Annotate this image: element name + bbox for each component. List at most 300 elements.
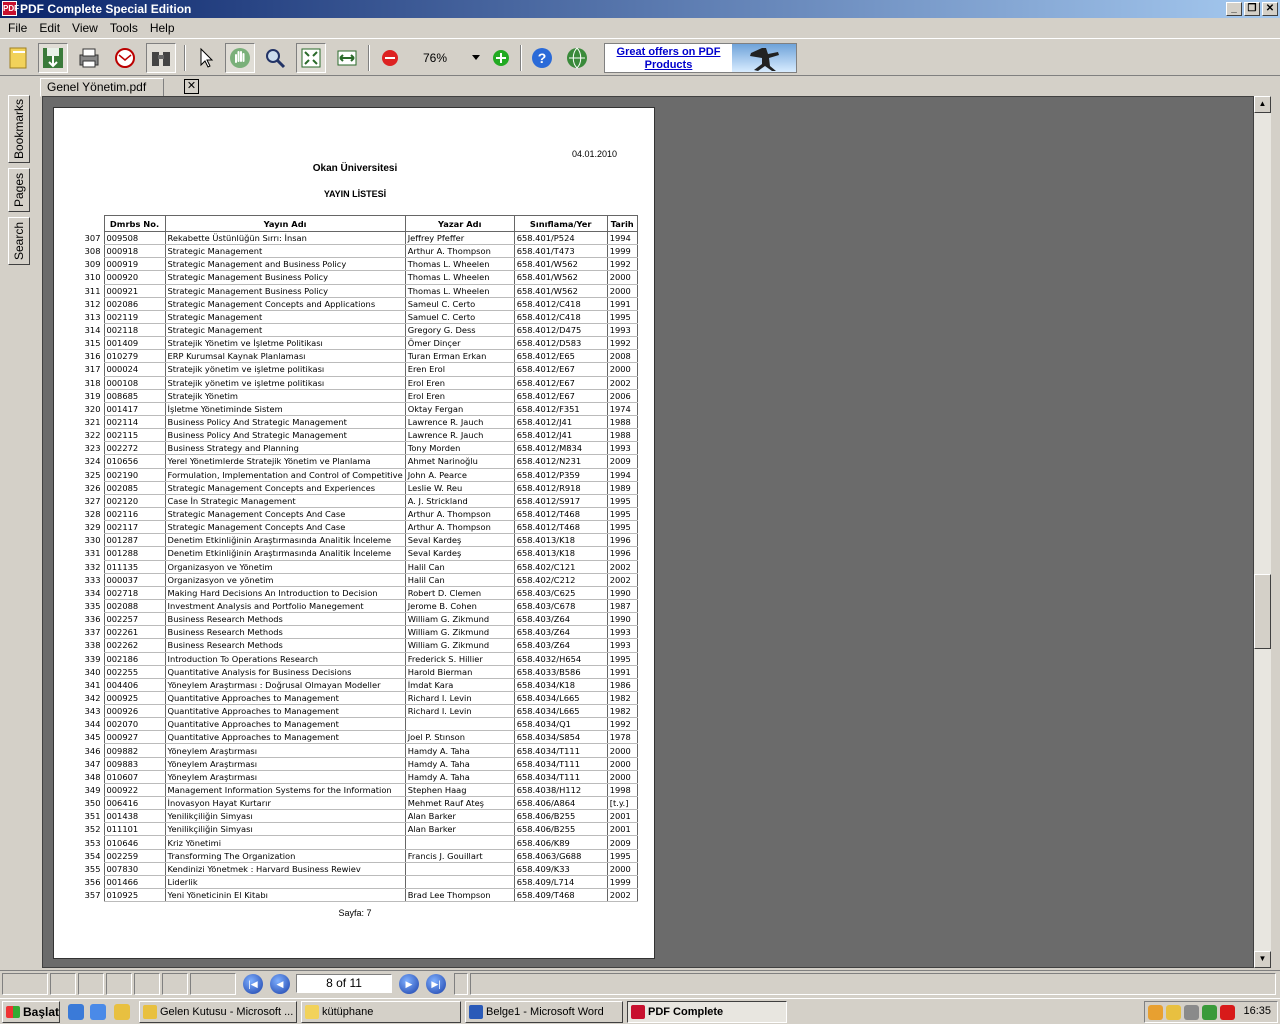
author: Hamdy A. Taha [405, 744, 514, 757]
author: Arthur A. Thompson [405, 507, 514, 520]
year: 1990 [607, 586, 637, 599]
row-index: 357 [84, 890, 101, 901]
year: 1990 [607, 613, 637, 626]
table-row [82, 350, 637, 363]
year: 2001 [607, 823, 637, 836]
status-pane [134, 973, 160, 995]
row-index: 345 [84, 732, 101, 743]
menu-help[interactable]: Help [149, 21, 175, 35]
table-row [82, 770, 637, 783]
author: Jeffrey Pfeffer [405, 232, 514, 245]
publication-title: Strategic Management Concepts and Experiences [165, 481, 405, 494]
desktop-icon[interactable] [90, 1004, 106, 1020]
classification: 658.4034/T111 [514, 744, 607, 757]
author: Francis J. Gouillart [405, 849, 514, 862]
author: Thomas L. Wheelen [405, 271, 514, 284]
tray-settings-icon[interactable] [1184, 1005, 1199, 1020]
fit-width-icon[interactable] [332, 43, 362, 73]
publication-title: Yeni Yöneticinin El Kitabı [165, 889, 405, 902]
year: 1992 [607, 718, 637, 731]
classification: 658.403/C625 [514, 586, 607, 599]
row-index: 352 [84, 824, 101, 835]
header-author: Yazar Adı [405, 216, 514, 232]
table-row [82, 889, 637, 902]
classification: 658.403/Z64 [514, 639, 607, 652]
year: 1978 [607, 731, 637, 744]
dmrbs-no: 002085 [104, 481, 165, 494]
table-row [82, 310, 637, 323]
side-tab-pages[interactable]: Pages [8, 168, 30, 212]
year: 2009 [607, 455, 637, 468]
publication-title: Yöneylem Araştırması [165, 744, 405, 757]
classification: 658.4033/B586 [514, 665, 607, 678]
year: 1992 [607, 337, 637, 350]
publication-title: Yöneylem Araştırması : Doğrusal Olmayan Modeller [165, 678, 405, 691]
side-tab-bookmarks[interactable]: Bookmarks [8, 95, 30, 163]
window-title-bar[interactable] [0, 0, 1280, 18]
author: Alan Barker [405, 810, 514, 823]
author: Halil Can [405, 560, 514, 573]
publication-title: Business Research Methods [165, 613, 405, 626]
tray-clock-icon[interactable] [1166, 1005, 1181, 1020]
header-index [82, 216, 104, 232]
year: 1999 [607, 245, 637, 258]
print-icon[interactable] [74, 43, 104, 73]
vertical-scrollbar[interactable] [1254, 96, 1271, 968]
word-icon [469, 1005, 483, 1019]
classification: 658.4034/S854 [514, 731, 607, 744]
publication-title: Strategic Management Concepts And Case [165, 521, 405, 534]
author: Lawrence R. Jauch [405, 415, 514, 428]
status-pane [454, 973, 468, 995]
year: 1988 [607, 415, 637, 428]
dmrbs-no: 010646 [104, 836, 165, 849]
row-index: 316 [84, 351, 101, 362]
table-row [82, 823, 637, 836]
table-row [82, 836, 637, 849]
row-index: 311 [84, 285, 101, 296]
dmrbs-no: 002718 [104, 586, 165, 599]
dmrbs-no: 002070 [104, 718, 165, 731]
table-row [82, 481, 637, 494]
publication-title: Stratejik Yönetim [165, 389, 405, 402]
year: 2000 [607, 284, 637, 297]
dmrbs-no: 002117 [104, 521, 165, 534]
year: 1995 [607, 652, 637, 665]
classification: 658.4012/D583 [514, 337, 607, 350]
table-row [82, 376, 637, 389]
classification: 658.4012/C418 [514, 310, 607, 323]
year: 1995 [607, 310, 637, 323]
dmrbs-no: 001417 [104, 402, 165, 415]
publication-title: Yerel Yönetimlerde Stratejik Yönetim ve Planlama [165, 455, 405, 468]
year: 1995 [607, 507, 637, 520]
dmrbs-no: 000108 [104, 376, 165, 389]
task-folder[interactable] [301, 1001, 461, 1023]
windows-flag-icon [6, 1006, 20, 1018]
status-pane [162, 973, 188, 995]
table-row [82, 494, 637, 507]
classification: 658.4012/M834 [514, 442, 607, 455]
dmrbs-no: 010279 [104, 350, 165, 363]
classification: 658.403/Z64 [514, 626, 607, 639]
menu-edit[interactable]: Edit [39, 21, 61, 35]
publication-title: Business Strategy and Planning [165, 442, 405, 455]
dmrbs-no: 002255 [104, 665, 165, 678]
document-tab-bar [38, 78, 1278, 98]
row-index: 320 [84, 403, 101, 414]
row-index: 339 [84, 653, 101, 664]
publication-title: Denetim Etkinliğinin Araştırmasında Analitik İnceleme [165, 547, 405, 560]
year: 1982 [607, 691, 637, 704]
year: 2009 [607, 836, 637, 849]
table-row [82, 560, 637, 573]
table-row [82, 862, 637, 875]
folder-icon [305, 1005, 319, 1019]
author: Joel P. Stınson [405, 731, 514, 744]
row-index: 321 [84, 417, 101, 428]
scroll-thumb[interactable] [1254, 574, 1271, 649]
classification: 658.409/T468 [514, 889, 607, 902]
year: 1982 [607, 705, 637, 718]
author: Thomas L. Wheelen [405, 284, 514, 297]
table-row [82, 705, 637, 718]
header-classification: Sınıflama/Yer [514, 216, 607, 232]
author [405, 875, 514, 888]
publication-title: Yöneylem Araştırması [165, 757, 405, 770]
author: Ahmet Narinoğlu [405, 455, 514, 468]
publication-title: Investment Analysis and Portfolio Manegement [165, 599, 405, 612]
author: Richard I. Levin [405, 705, 514, 718]
author: Hamdy A. Taha [405, 770, 514, 783]
row-index: 315 [84, 338, 101, 349]
clock: 16:35 [1243, 1005, 1271, 1017]
author: Thomas L. Wheelen [405, 258, 514, 271]
tray-update-icon[interactable] [1202, 1005, 1217, 1020]
classification: 658.4038/H112 [514, 783, 607, 796]
publication-title: ERP Kurumsal Kaynak Planlaması [165, 350, 405, 363]
table-row [82, 678, 637, 691]
year: 1994 [607, 232, 637, 245]
dmrbs-no: 001287 [104, 534, 165, 547]
classification: 658.406/K89 [514, 836, 607, 849]
start-button[interactable] [2, 1001, 60, 1023]
table-row [82, 810, 637, 823]
year: 2000 [607, 744, 637, 757]
save-icon[interactable] [38, 43, 68, 73]
table-row [82, 783, 637, 796]
side-tab-search[interactable]: Search [8, 217, 30, 265]
classification: 658.4034/L665 [514, 705, 607, 718]
dmrbs-no: 002261 [104, 626, 165, 639]
dmrbs-no: 001438 [104, 810, 165, 823]
dmrbs-no: 000920 [104, 271, 165, 284]
row-index: 330 [84, 535, 101, 546]
row-index: 351 [84, 811, 101, 822]
row-index: 318 [84, 377, 101, 388]
dmrbs-no: 000926 [104, 705, 165, 718]
row-index: 307 [84, 233, 101, 244]
year: 1991 [607, 665, 637, 678]
svg-text:?: ? [537, 50, 547, 66]
year: 1995 [607, 521, 637, 534]
publication-title: Quantitative Approaches to Management [165, 691, 405, 704]
close-button[interactable]: ✕ [1262, 2, 1278, 16]
publication-title: Transforming The Organization [165, 849, 405, 862]
dmrbs-no: 001409 [104, 337, 165, 350]
year: 2008 [607, 350, 637, 363]
table-row [82, 613, 637, 626]
classification: 658.409/K33 [514, 862, 607, 875]
table-row [82, 757, 637, 770]
table-row [82, 337, 637, 350]
first-page-button[interactable]: |◀ [243, 974, 263, 994]
publication-title: Quantitative Approaches to Management [165, 731, 405, 744]
task-label: Gelen Kutusu - Microsoft ... [160, 1006, 294, 1018]
outlook-icon [143, 1005, 157, 1019]
status-pane [78, 973, 104, 995]
dmrbs-no: 010607 [104, 770, 165, 783]
classification: 658.4032/H654 [514, 652, 607, 665]
classification: 658.4012/F351 [514, 402, 607, 415]
zoom-out-icon[interactable] [375, 43, 405, 73]
publication-title: İnovasyon Hayat Kurtarır [165, 797, 405, 810]
select-arrow-icon[interactable] [190, 43, 220, 73]
classification: 658.4012/R918 [514, 481, 607, 494]
publication-table [82, 215, 638, 902]
publication-title: Strategic Management Business Policy [165, 271, 405, 284]
row-index: 319 [84, 390, 101, 401]
row-index: 356 [84, 876, 101, 887]
year: 1996 [607, 547, 637, 560]
year: 2000 [607, 862, 637, 875]
classification: 658.4012/D475 [514, 323, 607, 336]
previous-page-button[interactable]: ◀ [270, 974, 290, 994]
classification: 658.4012/J41 [514, 415, 607, 428]
row-index: 342 [84, 692, 101, 703]
ad-image [732, 44, 796, 72]
publication-title: Yöneylem Araştırması [165, 770, 405, 783]
year: 2000 [607, 363, 637, 376]
header-dmrbs: Dmrbs No. [104, 216, 165, 232]
hand-icon[interactable] [225, 43, 255, 73]
year: 2002 [607, 376, 637, 389]
magnifier-icon[interactable] [260, 43, 290, 73]
year: 1999 [607, 875, 637, 888]
year: 2000 [607, 770, 637, 783]
table-row [82, 521, 637, 534]
help-icon[interactable] [527, 43, 557, 73]
row-index: 354 [84, 850, 101, 861]
scroll-up-button[interactable]: ▲ [1254, 96, 1271, 113]
publication-title: Business Research Methods [165, 639, 405, 652]
author: Hamdy A. Taha [405, 757, 514, 770]
tab-close-button[interactable]: ✕ [184, 79, 199, 94]
year: 1998 [607, 783, 637, 796]
table-row [82, 599, 637, 612]
web-icon[interactable] [562, 43, 592, 73]
system-tray [1144, 1001, 1278, 1023]
binoculars-icon[interactable] [146, 43, 176, 73]
year: [t.y.] [607, 797, 637, 810]
classification: 658.4012/T468 [514, 507, 607, 520]
year: 1993 [607, 442, 637, 455]
author: İmdat Kara [405, 678, 514, 691]
author: Robert D. Clemen [405, 586, 514, 599]
publication-title: Strategic Management [165, 323, 405, 336]
author: Eren Erol [405, 363, 514, 376]
classification: 658.401/W562 [514, 258, 607, 271]
zoom-level[interactable]: 76% [422, 51, 448, 65]
document-viewer[interactable] [42, 96, 1254, 968]
task-outlook[interactable] [139, 1001, 297, 1023]
table-row [82, 626, 637, 639]
table-row [82, 442, 637, 455]
table-header-row [82, 216, 637, 232]
menu-file[interactable]: File [8, 21, 28, 35]
next-page-button[interactable]: ▶ [399, 974, 419, 994]
classification: 658.401/W562 [514, 284, 607, 297]
table-row [82, 639, 637, 652]
year: 2000 [607, 271, 637, 284]
publication-title: Yenilikçiliğin Simyası [165, 823, 405, 836]
table-row [82, 586, 637, 599]
dmrbs-no: 000037 [104, 573, 165, 586]
year: 2002 [607, 573, 637, 586]
row-index: 323 [84, 443, 101, 454]
dmrbs-no: 001466 [104, 875, 165, 888]
author: Frederick S. Hillier [405, 652, 514, 665]
author [405, 718, 514, 731]
author: Arthur A. Thompson [405, 245, 514, 258]
zoom-in-icon[interactable] [486, 43, 516, 73]
table-row [82, 547, 637, 560]
publication-title: Formulation, Implementation and Control of Competitive [165, 468, 405, 481]
classification: 658.4012/E67 [514, 376, 607, 389]
document-tab[interactable]: Genel Yönetim.pdf [40, 78, 164, 97]
classification: 658.4034/Q1 [514, 718, 607, 731]
scroll-down-button[interactable]: ▼ [1254, 951, 1271, 968]
pdf-page [53, 107, 655, 959]
row-index: 340 [84, 666, 101, 677]
row-index: 322 [84, 430, 101, 441]
publication-title: Quantitative Analysis for Business Decisions [165, 665, 405, 678]
dmrbs-no: 009508 [104, 232, 165, 245]
table-row [82, 323, 637, 336]
document-subtitle: YAYIN LİSTESİ [323, 189, 387, 199]
dmrbs-no: 002115 [104, 429, 165, 442]
classification: 658.4034/T111 [514, 770, 607, 783]
dmrbs-no: 010925 [104, 889, 165, 902]
dmrbs-no: 002114 [104, 415, 165, 428]
open-folder-icon[interactable] [4, 43, 34, 73]
row-index: 312 [84, 298, 101, 309]
classification: 658.4034/K18 [514, 678, 607, 691]
year: 1996 [607, 534, 637, 547]
email-icon[interactable] [110, 43, 140, 73]
minimize-button[interactable]: _ [1226, 2, 1242, 16]
author: Harold Bierman [405, 665, 514, 678]
year: 1995 [607, 494, 637, 507]
ie-icon[interactable] [68, 1004, 84, 1020]
table-row [82, 797, 637, 810]
dmrbs-no: 002190 [104, 468, 165, 481]
fit-page-icon[interactable] [296, 43, 326, 73]
row-index: 338 [84, 640, 101, 651]
row-index: 334 [84, 587, 101, 598]
ad-banner[interactable] [604, 43, 797, 73]
restore-button[interactable]: ❐ [1244, 2, 1260, 16]
table-row [82, 573, 637, 586]
author: William G. Zikmund [405, 626, 514, 639]
author: Ömer Dinçer [405, 337, 514, 350]
task-word[interactable] [465, 1001, 623, 1023]
task-label: kütüphane [322, 1006, 374, 1018]
menu-tools[interactable]: Tools [109, 21, 138, 35]
header-date: Tarih [607, 216, 637, 232]
dmrbs-no: 006416 [104, 797, 165, 810]
publication-title: Introduction To Operations Research [165, 652, 405, 665]
table-row [82, 691, 637, 704]
row-index: 341 [84, 679, 101, 690]
classification: 658.401/P524 [514, 232, 607, 245]
outlook-quick-icon[interactable] [114, 1004, 130, 1020]
tray-network-icon[interactable] [1148, 1005, 1163, 1020]
ad-link[interactable]: Great offers on PDF Products [616, 46, 721, 71]
author: Gregory G. Dess [405, 323, 514, 336]
year: 2001 [607, 810, 637, 823]
classification: 658.4012/P359 [514, 468, 607, 481]
dmrbs-no: 004406 [104, 678, 165, 691]
dmrbs-no: 002259 [104, 849, 165, 862]
menu-view[interactable]: View [72, 21, 98, 35]
author: Erol Eren [405, 376, 514, 389]
year: 2000 [607, 757, 637, 770]
publication-title: Yenilikçiliğin Simyası [165, 810, 405, 823]
row-index: 326 [84, 482, 101, 493]
year: 2002 [607, 889, 637, 902]
author: Alan Barker [405, 823, 514, 836]
last-page-button[interactable]: ▶| [426, 974, 446, 994]
row-index: 343 [84, 706, 101, 717]
page-number-input[interactable]: 8 of 11 [296, 974, 392, 993]
publication-title: Quantitative Approaches to Management [165, 718, 405, 731]
author: Arthur A. Thompson [405, 521, 514, 534]
dmrbs-no: 000024 [104, 363, 165, 376]
table-row [82, 455, 637, 468]
task-label: Belge1 - Microsoft Word [486, 1006, 604, 1018]
taskbar [0, 998, 1280, 1024]
year: 1993 [607, 323, 637, 336]
author: Richard I. Levin [405, 691, 514, 704]
table-row [82, 245, 637, 258]
task-pdf-complete[interactable] [627, 1001, 787, 1023]
tray-antivirus-icon[interactable] [1220, 1005, 1235, 1020]
author [405, 836, 514, 849]
classification: 658.4013/K18 [514, 534, 607, 547]
dmrbs-no: 002120 [104, 494, 165, 507]
publication-title: Business Policy And Strategic Management [165, 429, 405, 442]
dmrbs-no: 000918 [104, 245, 165, 258]
table-row [82, 232, 637, 245]
classification: 658.403/C678 [514, 599, 607, 612]
publication-title: Stratejik yönetim ve işletme politikası [165, 376, 405, 389]
status-pane [190, 973, 236, 995]
publication-title: Quantitative Approaches to Management [165, 705, 405, 718]
document-title: Okan Üniversitesi [312, 163, 398, 174]
row-index: 329 [84, 522, 101, 533]
status-pane [470, 973, 1276, 995]
